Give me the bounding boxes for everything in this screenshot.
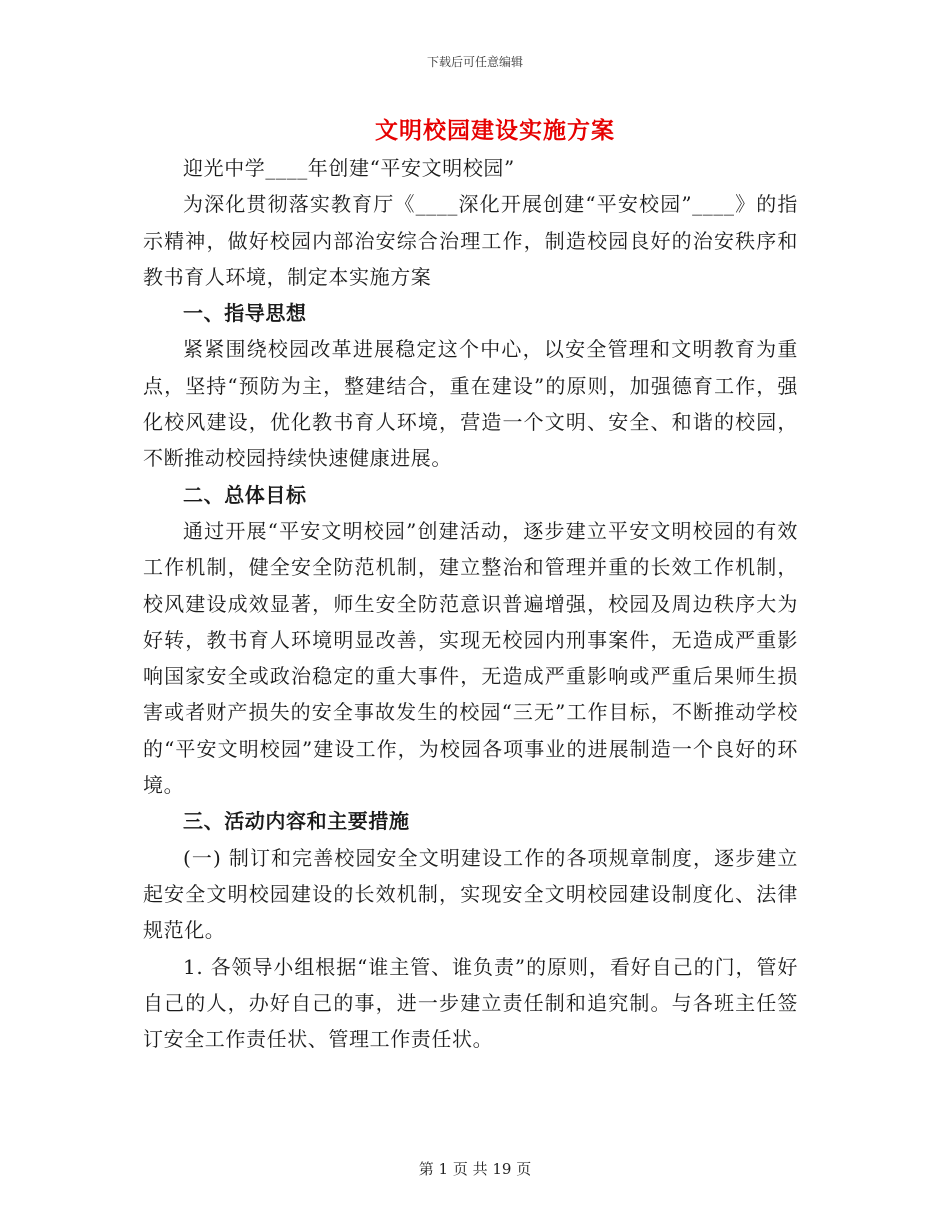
document-body — [143, 150, 798, 1057]
page-number: 第 1 页 共 19 页 — [418, 1160, 532, 1178]
document-title: 文明校园建设实施方案 — [375, 117, 615, 144]
section-heading-guiding-thought: 一、指导思想 — [183, 301, 307, 326]
activities-item-1: 1. 各领导小组根据“谁主管、谁负责”的原则，看好自己的门，管好自己的人，办好自己的事，进一步建立责任制和追究制。与各班主任签订安全工作责任状、管理工作责任状。 — [143, 954, 798, 1052]
guiding-thought-paragraph: 紧紧围绕校园改革进展稳定这个中心，以安全管理和文明教育为重点，坚持“预防为主，整建结合，重在建设”的原则，加强德育工作，强化校风建设，优化教书育人环境，营造一个文明、安全、和谐的校园，不断推动校园持续快速健康进展。 — [143, 337, 798, 471]
school-line: 迎光中学____年创建“平安文明校园” — [183, 156, 515, 180]
activities-paragraph-1: (一) 制订和完善校园安全文明建设工作的各项规章制度，逐步建立起安全文明校园建设的长效机制，实现安全文明校园建设制度化、法律规范化。 — [143, 845, 798, 943]
section-heading-overall-goal: 二、总体目标 — [183, 482, 307, 507]
header-note: 下载后可任意编辑 — [426, 55, 523, 69]
overall-goal-paragraph: 通过开展“平安文明校园”创建活动，逐步建立平安文明校园的有效工作机制，健全安全防范机制，建立整治和管理并重的长效工作机制，校风建设成效显著，师生安全防范意识普遍增强，校园及周边秩序大为好转，教书育人环境明显改善，实现无校园内刑事案件，无造成严重影响国家安全或政治稳定的重大事件，无造成严重影响或严重后果师生损害或者财产损失的安全事故发生的校园“三无”工作目标，不断推动学校的“平安文明校园”建设工作，为校园各项事业的进展制造一个良好的环境。 — [143, 518, 798, 798]
intro-paragraph: 为深化贯彻落实教育厅《____深化开展创建“平安校园”____》的指示精神，做好校园内部治安综合治理工作，制造校园良好的治安秩序和教书育人环境，制定本实施方案 — [143, 192, 798, 289]
section-heading-activities: 三、活动内容和主要措施 — [183, 809, 410, 834]
